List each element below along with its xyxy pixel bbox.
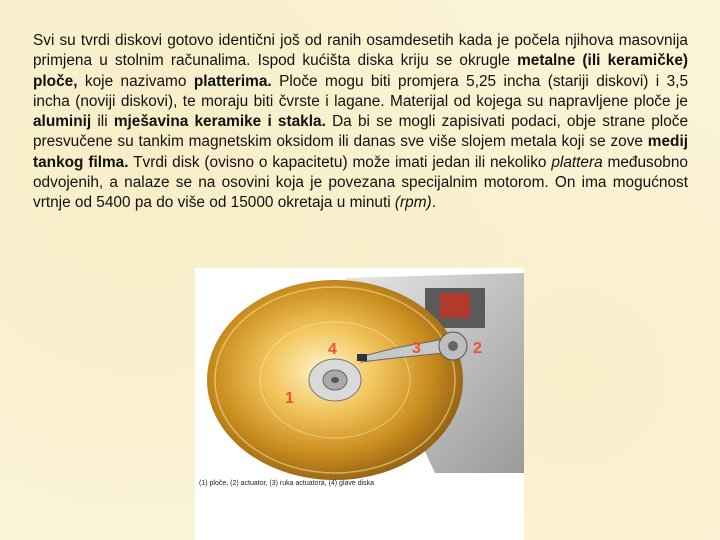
text-segment: Da bi se mogli zapisivati podaci, obje strane ploče presvučene su tankim magnetskim oksidom ili danas sve više slojem metala koji se zove [33,113,689,151]
bold-term-ceramic-glass: mješavina keramike i stakla. [113,113,326,131]
bold-term-platters: platterima. [193,72,272,90]
label-1: 1 [285,390,294,407]
italic-term-plattera: plattera [551,153,603,171]
text-segment: . [431,194,436,212]
text-segment: ili [91,113,114,131]
body-paragraph [33,31,688,214]
label-4: 4 [328,341,337,358]
bold-term-plates: metalne (ili keramičke) ploče, [33,52,688,90]
text-segment: koje nazivamo [77,72,194,90]
bold-term-thin-film: medij tankog filma. [33,133,688,171]
label-2: 2 [473,340,482,357]
figure-caption: (1) ploče, (2) actuator, (3) ruka actuatora, (4) glave diska [199,480,375,487]
text-segment: Tvrdi disk (ovisno o kapacitetu) može imati jedan ili nekoliko [128,153,552,171]
hard-disk-figure [195,268,524,540]
text-segment: Svi su tvrdi diskovi gotovo identični još od ranih osamdesetih kada je počela njihova masovnija primjena u stolnim računalima. Ispod kućišta diska kriju se okrugle [33,32,688,70]
magnet-block [440,293,470,318]
bold-term-aluminium: aluminij [33,113,92,131]
italic-term-rpm: (rpm) [394,194,432,212]
text-segment: međusobno odvojenih, a nalaze se na osovini koja je povezana specijalnim motorom. On ima mogućnost vrtnje od 5400 pa do više od 15000 okretaja u minuti [33,153,688,212]
text-segment: Ploče mogu biti promjera 5,25 incha (stariji diskovi) i 3,5 incha (noviji diskovi), te moraju biti čvrste i lagane. Materijal od kojega su napravljene ploče je [33,72,689,110]
hard-disk-illustration [195,268,524,540]
disk-head [357,354,367,361]
label-3: 3 [412,340,421,357]
